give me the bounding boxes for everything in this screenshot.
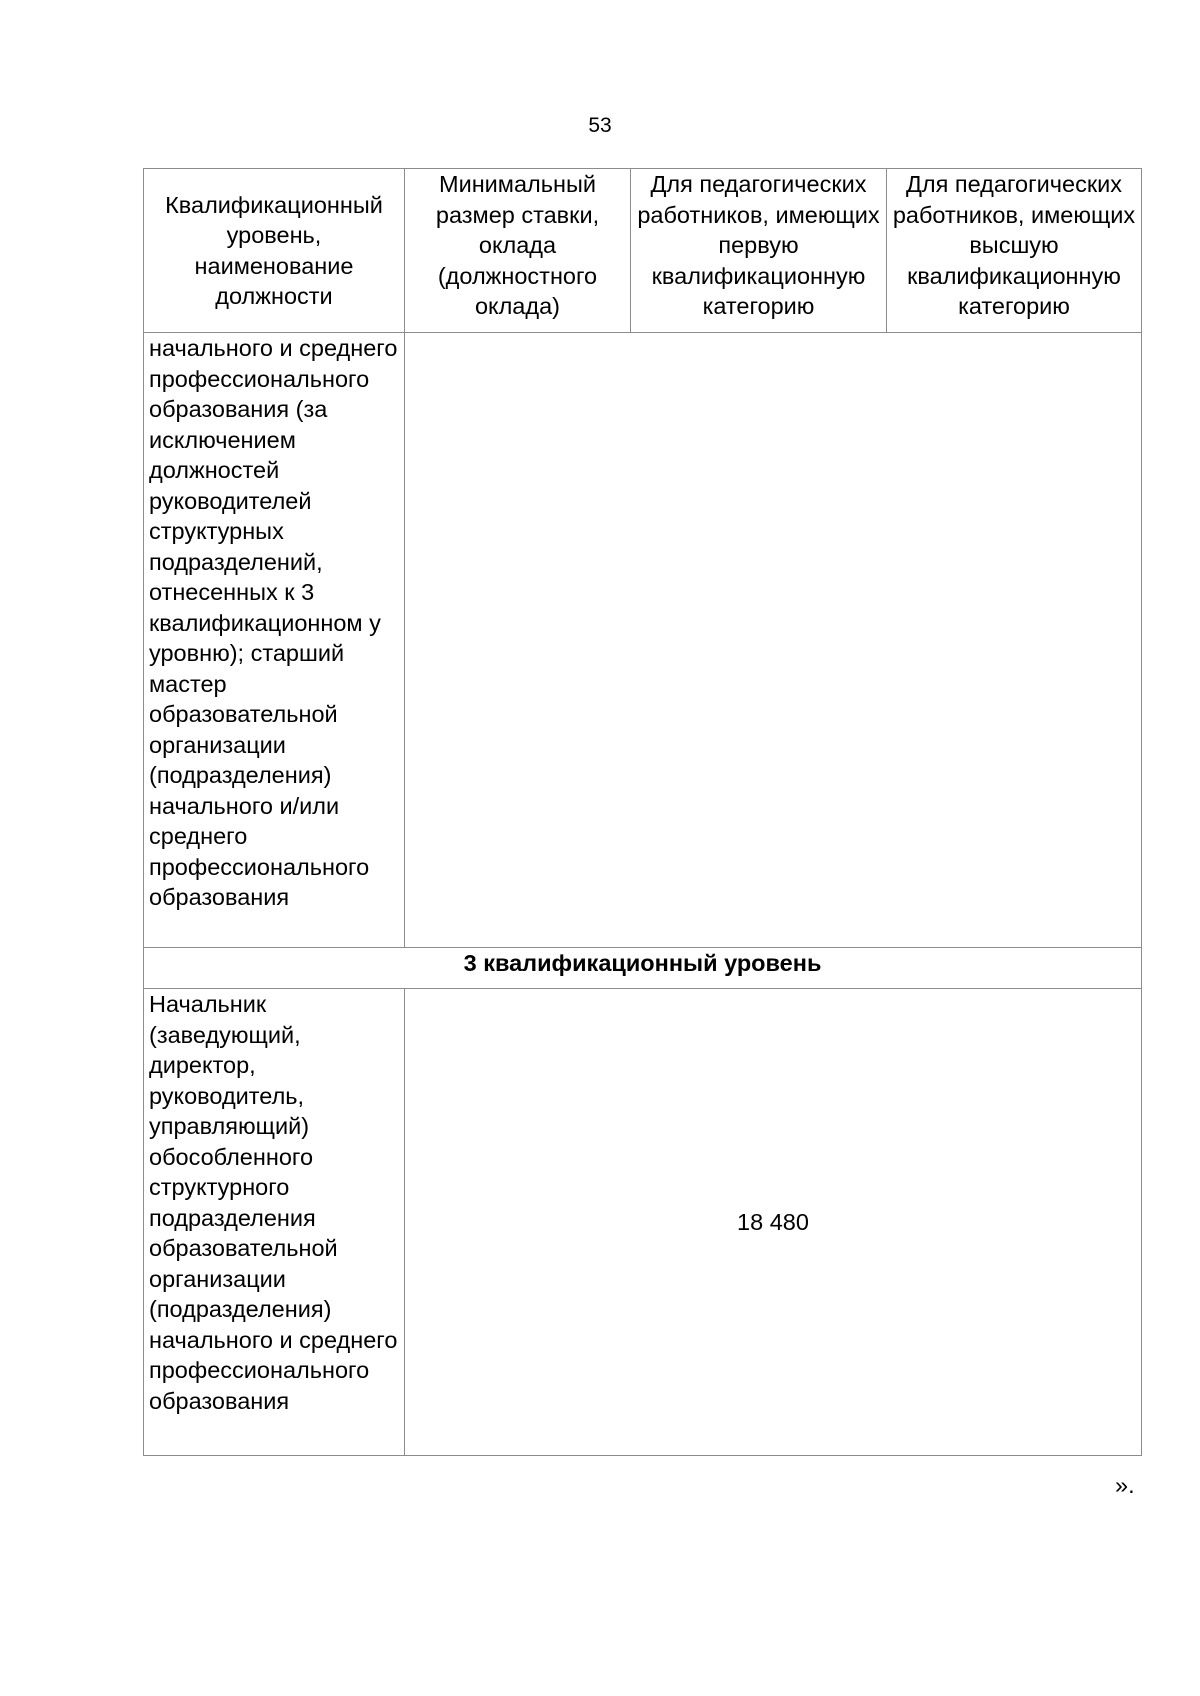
position-name-cell: начального и среднего профессионального образования (за исключением должностей руководителей структурных подразделений, отнесенных к 3 квалификационном у уровню); старший мастер образовательной организации (подразделения) начального и/или среднего профессионального образования (144, 333, 405, 948)
header-qualification-level: Квалификационный уровень, наименование должности (144, 169, 405, 333)
table-row (144, 989, 1142, 1456)
level-heading-row (144, 948, 1142, 989)
level-heading-text: 3 квалификационный уровень (463, 950, 822, 976)
salary-value-cell: 18 480 (405, 989, 1142, 1456)
table-header-row (144, 169, 1142, 333)
header-first-category: Для педагогических работников, имеющих первую квалификационную категорию (631, 169, 887, 333)
table-row (144, 333, 1142, 948)
page-number: 53 (588, 114, 612, 137)
header-highest-category: Для педагогических работников, имеющих высшую квалификационную категорию (887, 169, 1142, 333)
level-heading (144, 948, 1142, 989)
salary-cell-empty (405, 333, 1142, 948)
header-min-salary: Минимальный размер ставки, оклада (должностного оклада) (405, 169, 631, 333)
closing-quote-mark: ». (1115, 1472, 1135, 1498)
position-name-cell: Начальник (заведующий, директор, руководитель, управляющий) обособленного структурного подразделения образовательной организации (подразделения) начального и среднего профессионального образования (144, 989, 405, 1456)
salary-table (143, 168, 1142, 1456)
